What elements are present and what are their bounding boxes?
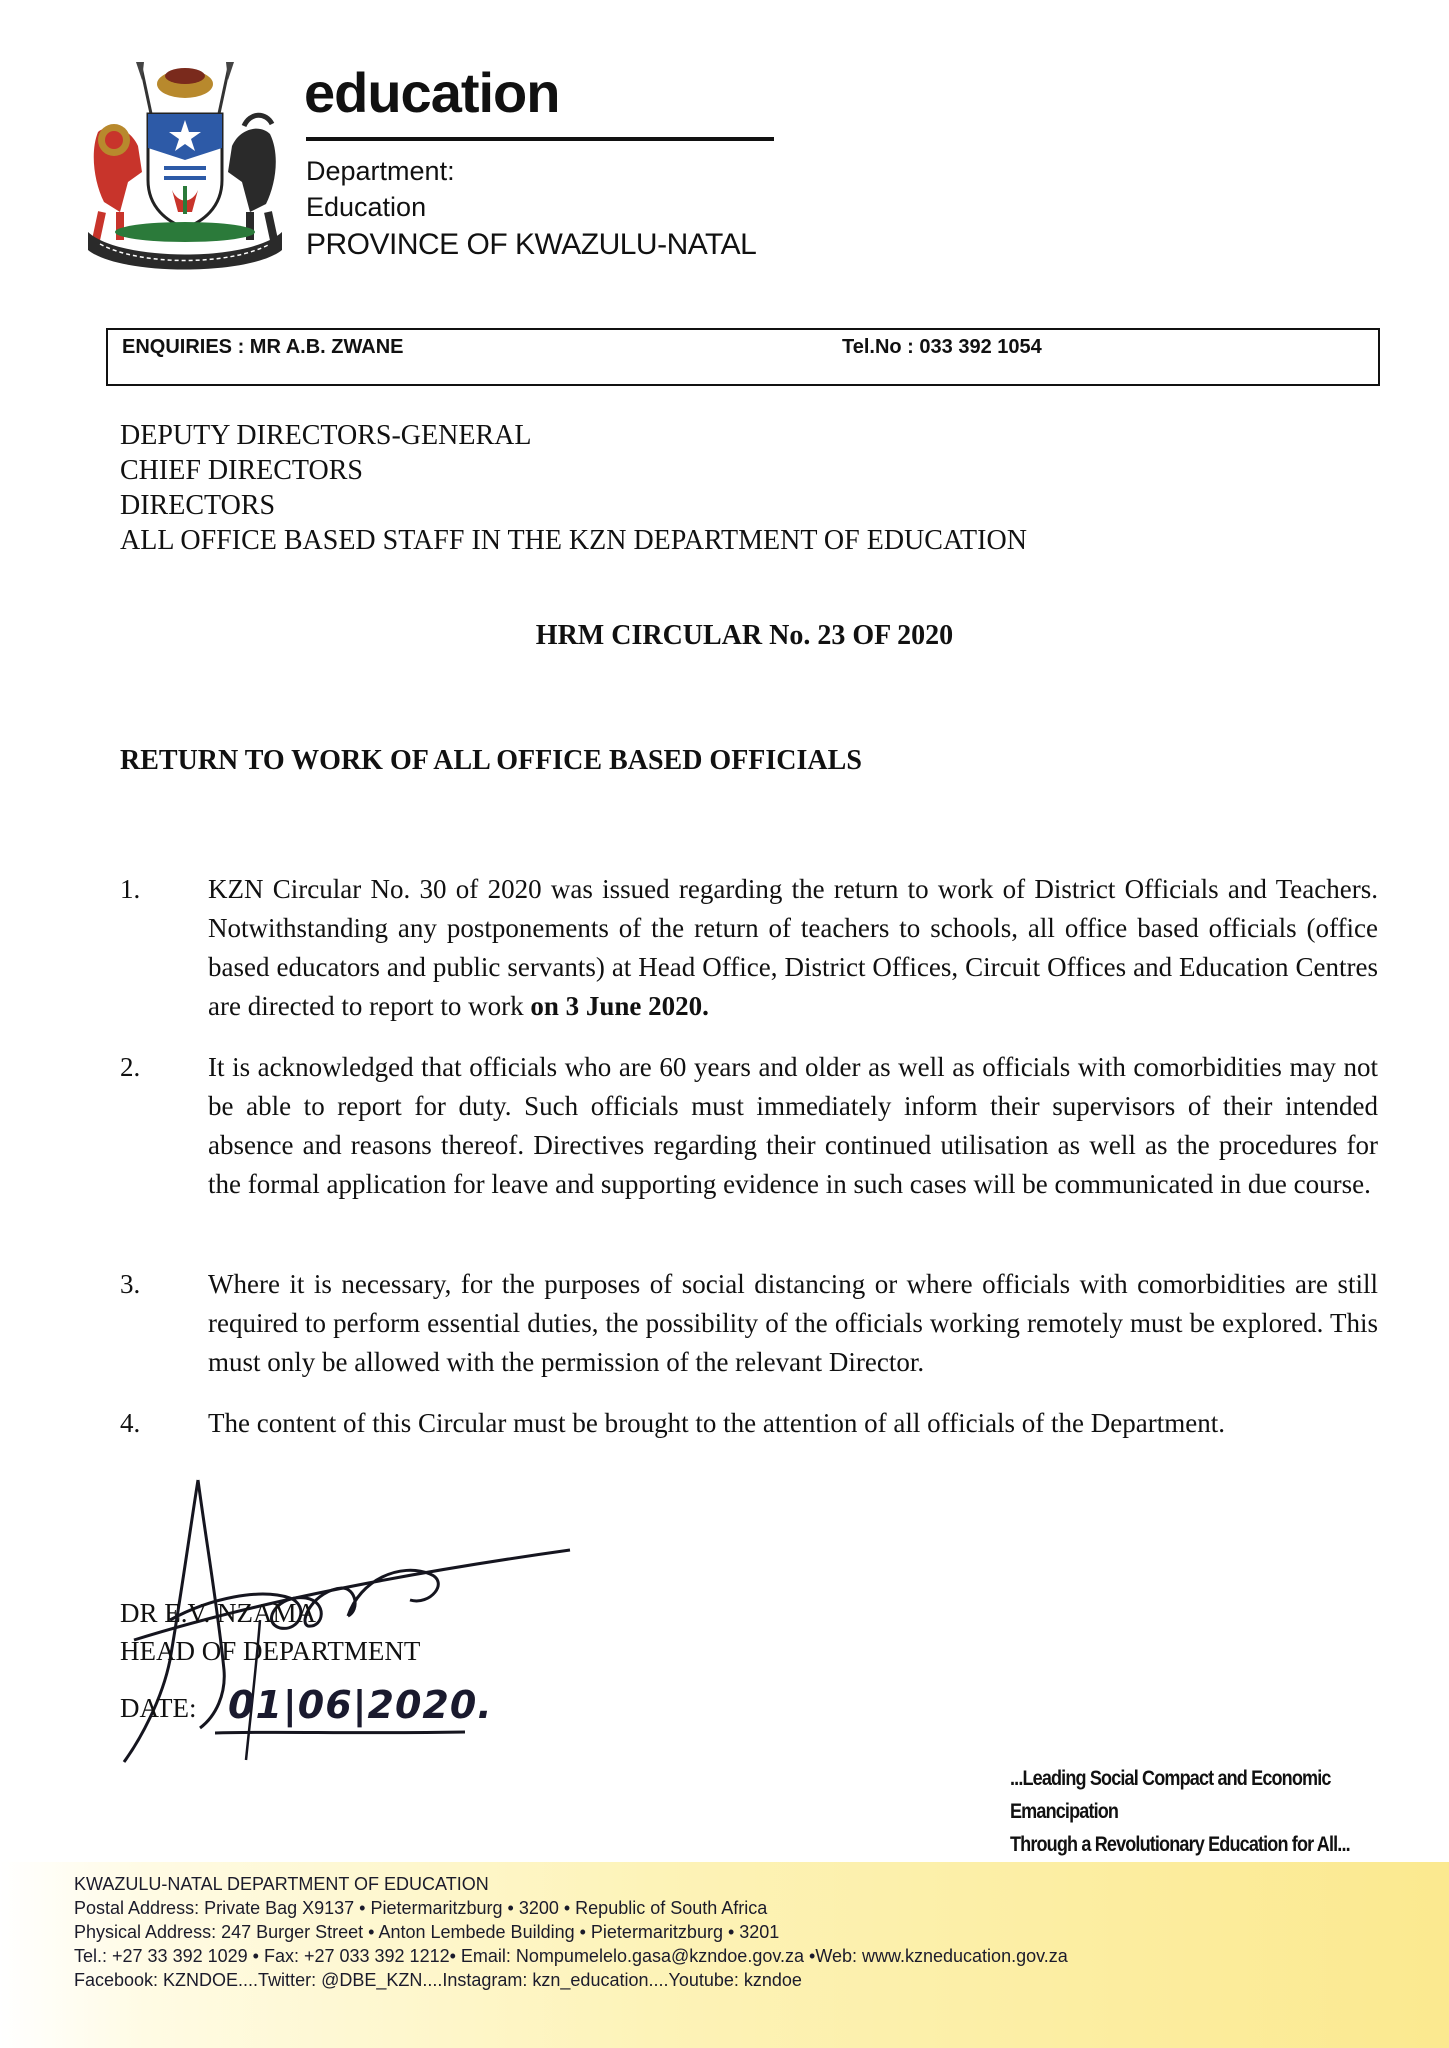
paragraph-text: Where it is necessary, for the purposes of social distancing or where officials with comorbidities are still required to perform essential duties, the possibility of the officials working remotely must be explored. This must only be allowed with the permission of the relevant Director. xyxy=(208,1269,1378,1377)
addressee-item: DEPUTY DIRECTORS-GENERAL xyxy=(120,420,532,451)
footer-postal-address: Postal Address: Private Bag X9137 • Pietermaritzburg • 3200 • Republic of South Africa xyxy=(74,1898,768,1918)
footer-department-name: KWAZULU-NATAL DEPARTMENT OF EDUCATION xyxy=(74,1874,489,1894)
date-underline xyxy=(215,1728,465,1738)
footer-contact-details xyxy=(74,1872,1068,1992)
paragraph-number: 1. xyxy=(120,874,141,904)
slogan-line: ...Leading Social Compact and Economic Emancipation xyxy=(1010,1767,1331,1823)
paragraph-text: It is acknowledged that officials who are 60 years and older as well as officials with comorbidities may not be able to report for duty. Such officials must immediately inform their supervisors of their intended absence and reasons thereof. Directives regarding their continued utilisation as well as the procedures for the formal application for leave and supporting evidence in such cases will be communicated in due course. xyxy=(208,1052,1378,1199)
education-wordmark: education xyxy=(304,61,560,124)
paragraph-3 xyxy=(120,1265,1378,1382)
paragraph-text: The content of this Circular must be brought to the attention of all officials of the Department. xyxy=(208,1408,1225,1438)
signatory-block xyxy=(120,1594,420,1670)
signatory-name: DR E.V. NZAMA xyxy=(120,1598,317,1628)
province-name: PROVINCE OF KWAZULU-NATAL xyxy=(306,228,757,261)
department-slogan xyxy=(1010,1762,1388,1861)
paragraph-1 xyxy=(120,870,1378,1026)
footer-phone-email-web: Tel.: +27 33 392 1029 • Fax: +27 033 392 1212• Email: Nompumelelo.gasa@kzndoe.gov.za •Web: www.kzneducation.gov.za xyxy=(74,1946,1068,1966)
paragraph-2 xyxy=(120,1048,1378,1204)
header-rule xyxy=(306,137,774,141)
paragraph-number: 4. xyxy=(120,1408,141,1438)
department-name: Education xyxy=(306,192,427,222)
paragraph-emphasis-date: on 3 June 2020. xyxy=(530,991,709,1021)
footer-social-media: Facebook: KZNDOE....Twitter: @DBE_KZN....Instagram: kzn_education....Youtube: kzndoe xyxy=(74,1970,802,1990)
enquiries-telephone: Tel.No : 033 392 1054 xyxy=(842,336,1042,358)
enquiries-box xyxy=(106,328,1380,386)
paragraph-body: KZN Circular No. 30 of 2020 was issued regarding the return to work of District Officials and Teachers. Notwithstanding any postponements of the return of teachers to schools, all office based officials (office based educators and public servants) at Head Office, District Offices, Circuit Offices and Education Centres are directed to report to work xyxy=(208,874,1378,1021)
addressee-item: ALL OFFICE BASED STAFF IN THE KZN DEPARTMENT OF EDUCATION xyxy=(120,525,1027,556)
enquiries-contact: ENQUIRIES : MR A.B. ZWANE xyxy=(122,336,404,358)
circular-label: HRM CIRCULAR No. 23 OF 2020 xyxy=(535,620,954,651)
circular-number xyxy=(0,620,1449,652)
addressee-item: CHIEF DIRECTORS xyxy=(120,455,363,486)
circular-subject: RETURN TO WORK OF ALL OFFICE BASED OFFICIALS xyxy=(120,745,862,776)
paragraph-number: 3. xyxy=(120,1269,141,1299)
department-label: Department: xyxy=(306,156,455,186)
kzn-coat-of-arms-logo xyxy=(80,62,290,277)
footer-physical-address: Physical Address: 247 Burger Street • Anton Lembede Building • Pietermaritzburg • 3201 xyxy=(74,1922,780,1942)
handwritten-date: 01|06|2020. xyxy=(228,1683,493,1727)
slogan-line: Through a Revolutionary Education for All... xyxy=(1010,1833,1350,1856)
paragraph-number: 2. xyxy=(120,1052,141,1082)
addressee-item: DIRECTORS xyxy=(120,490,276,521)
addressee-list xyxy=(120,418,1027,558)
paragraph-4 xyxy=(120,1404,1378,1443)
paragraph-text xyxy=(208,870,1378,1026)
date-label: DATE: xyxy=(120,1693,197,1723)
signatory-title: HEAD OF DEPARTMENT xyxy=(120,1636,421,1666)
